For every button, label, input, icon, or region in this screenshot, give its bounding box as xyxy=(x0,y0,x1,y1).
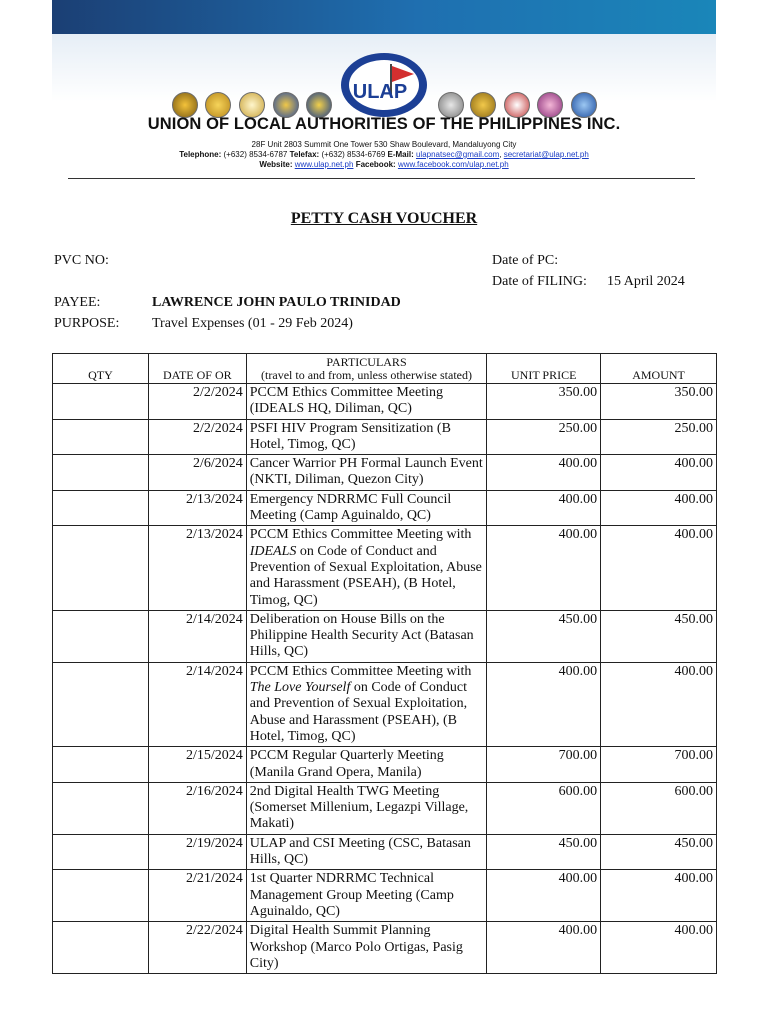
col-amount: AMOUNT xyxy=(601,354,717,384)
ulap-logo xyxy=(340,52,428,118)
header-banner xyxy=(52,0,716,34)
payee-label: PAYEE: xyxy=(54,295,101,310)
org-web: Website: www.ulap.net.ph Facebook: www.facebook.com/ulap.net.ph xyxy=(259,160,509,169)
facebook-link[interactable]: www.facebook.com/ulap.net.ph xyxy=(397,160,509,169)
org-address: 28F Unit 2803 Summit One Tower 530 Shaw Boulevard, Mandaluyong City xyxy=(251,140,517,149)
payee-value: LAWRENCE JOHN PAULO TRINIDAD xyxy=(152,295,401,310)
table-row: 2/14/2024 Deliberation on House Bills on the Philippine Health Security Act (Batasan Hills, QC) 450.00 450.00 xyxy=(53,610,717,662)
table-row: 2/6/2024 Cancer Warrior PH Formal Launch Event (NKTI, Diliman, Quezon City) 400.00 400.00 xyxy=(53,455,717,491)
table-row: 2/22/2024 Digital Health Summit Planning Workshop (Marco Polo Ortigas, Pasig City) 400.00 400.00 xyxy=(53,922,717,974)
date-filing-label: Date of FILING: xyxy=(492,274,587,289)
table-header-row xyxy=(53,354,717,384)
purpose-value: Travel Expenses (01 - 29 Feb 2024) xyxy=(152,316,353,331)
col-qty: QTY xyxy=(53,354,149,384)
email-link[interactable]: ulapnatsec@gmail.com xyxy=(415,150,500,159)
table-row: 2/14/2024 PCCM Ethics Committee Meeting with The Love Yourself on Code of Conduct and Prevention of Sexual Exploitation, Abuse and Harassment (PSEAH), (B Hotel, Timog, QC) 400.00 400.00 xyxy=(53,662,717,746)
org-name: UNION OF LOCAL AUTHORITIES OF THE PHILIPPINES INC. xyxy=(147,115,621,133)
table-row: 2/13/2024 Emergency NDRRMC Full Council Meeting (Camp Aguinaldo, QC) 400.00 400.00 xyxy=(53,490,717,526)
purpose-label: PURPOSE: xyxy=(54,316,120,331)
table-row: 2/19/2024 ULAP and CSI Meeting (CSC, Batasan Hills, QC) 450.00 450.00 xyxy=(53,834,717,870)
col-particulars: PARTICULARS (travel to and from, unless otherwise stated) xyxy=(246,354,487,384)
col-unit-price: UNIT PRICE xyxy=(487,354,601,384)
logo-text: ULAP xyxy=(352,81,408,103)
voucher-table xyxy=(52,353,717,974)
table-row: 2/16/2024 2nd Digital Health TWG Meeting (Somerset Millenium, Legazpi Village, Makati) 600.00 600.00 xyxy=(53,782,717,834)
date-filing-value: 15 April 2024 xyxy=(607,274,685,289)
table-row: 2/2/2024 PCCM Ethics Committee Meeting (IDEALS HQ, Diliman, QC) 350.00 350.00 xyxy=(53,384,717,420)
header-divider xyxy=(68,178,695,179)
table-row: 2/13/2024 PCCM Ethics Committee Meeting with IDEALS on Code of Conduct and Prevention of Sexual Exploitation, Abuse and Harassment (PSEAH), (B Hotel, Timog, QC) 400.00 400.00 xyxy=(53,526,717,610)
email-link[interactable]: secretariat@ulap.net.ph xyxy=(503,150,589,159)
table-row: 2/21/2024 1st Quarter NDRRMC Technical Management Group Meeting (Camp Aguinaldo, QC) 400.00 400.00 xyxy=(53,870,717,922)
table-row: 2/15/2024 PCCM Regular Quarterly Meeting (Manila Grand Opera, Manila) 700.00 700.00 xyxy=(53,747,717,783)
col-date: DATE OF OR xyxy=(148,354,246,384)
page-title: PETTY CASH VOUCHER xyxy=(290,210,478,227)
date-pc-label: Date of PC: xyxy=(492,253,559,268)
org-contacts: Telephone: (+632) 8534-6787 Telefax: (+632) 8534-6769 E-Mail: ulapnatsec@gmail.com, secretariat@ulap.net.ph xyxy=(179,150,589,159)
website-link[interactable]: www.ulap.net.ph xyxy=(294,160,354,169)
table-row: 2/2/2024 PSFI HIV Program Sensitization (B Hotel, Timog, QC) 250.00 250.00 xyxy=(53,419,717,455)
pvc-no-label: PVC NO: xyxy=(54,253,109,268)
